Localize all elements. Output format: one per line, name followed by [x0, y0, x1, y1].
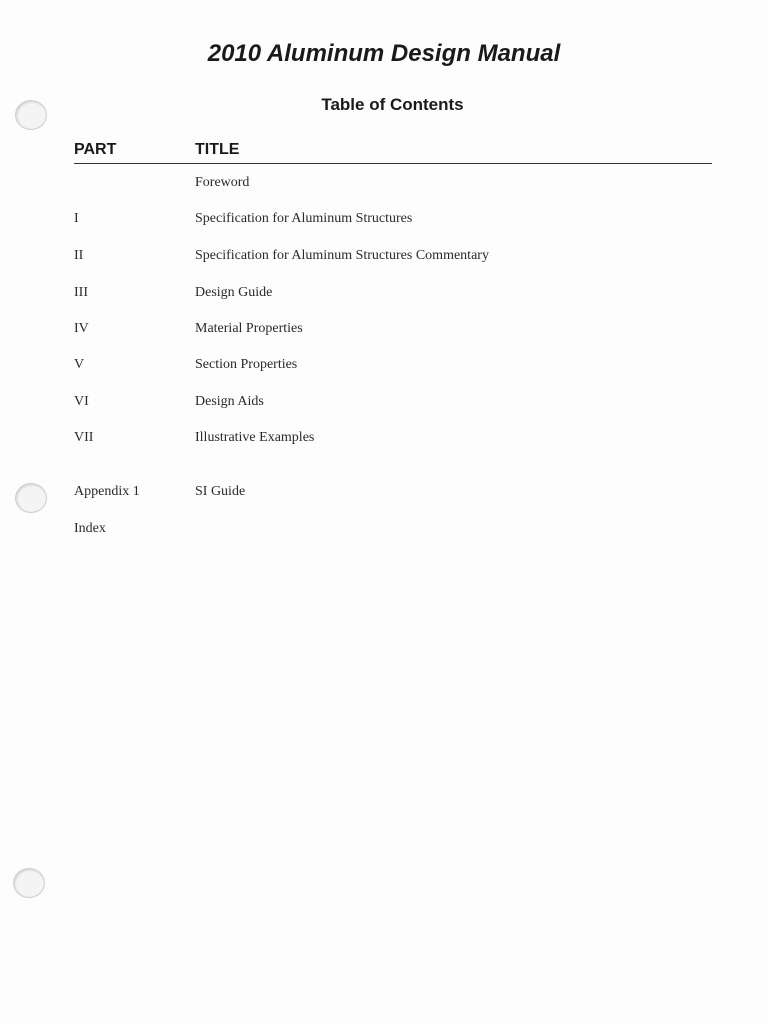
- header-divider: [74, 163, 712, 164]
- toc-entry-part-5[interactable]: [0, 357, 768, 377]
- title-column-header: TITLE: [195, 141, 240, 158]
- toc-part-label: II: [74, 248, 84, 263]
- toc-part-label: Index: [74, 521, 106, 536]
- toc-entry-appendix-1[interactable]: [0, 484, 768, 504]
- table-of-contents-heading: Table of Contents: [321, 95, 464, 114]
- toc-entry-part-2[interactable]: [0, 248, 768, 268]
- toc-title-label: Design Guide: [195, 285, 273, 300]
- toc-part-label: IV: [74, 321, 89, 336]
- toc-entry-part-7[interactable]: [0, 430, 768, 450]
- toc-entry-part-4[interactable]: [0, 321, 768, 341]
- toc-entry-part-3[interactable]: [0, 285, 768, 305]
- toc-part-label: V: [74, 357, 85, 372]
- toc-title-label: Foreword: [195, 175, 250, 190]
- part-column-header: PART: [74, 141, 117, 158]
- toc-title-label: Material Properties: [195, 321, 303, 336]
- toc-part-label: Appendix 1: [74, 484, 140, 499]
- toc-title-label: SI Guide: [195, 484, 246, 499]
- toc-entry-foreword[interactable]: [0, 175, 768, 195]
- toc-part-label: III: [74, 285, 88, 300]
- toc-entry-part-1[interactable]: [0, 211, 768, 231]
- toc-title-label: Specification for Aluminum Structures: [195, 211, 413, 226]
- toc-part-label: VI: [74, 394, 89, 409]
- binder-punch-hole: [13, 868, 45, 898]
- toc-title-label: Design Aids: [195, 394, 264, 409]
- document-title: 2010 Aluminum Design Manual: [207, 40, 561, 67]
- toc-title-label: Section Properties: [195, 357, 298, 372]
- toc-part-label: VII: [74, 430, 94, 445]
- toc-title-label: Illustrative Examples: [195, 430, 315, 445]
- toc-entry-part-6[interactable]: [0, 394, 768, 414]
- toc-entry-index[interactable]: [0, 521, 768, 541]
- toc-part-label: I: [74, 211, 79, 226]
- toc-title-label: Specification for Aluminum Structures Commentary: [195, 248, 489, 263]
